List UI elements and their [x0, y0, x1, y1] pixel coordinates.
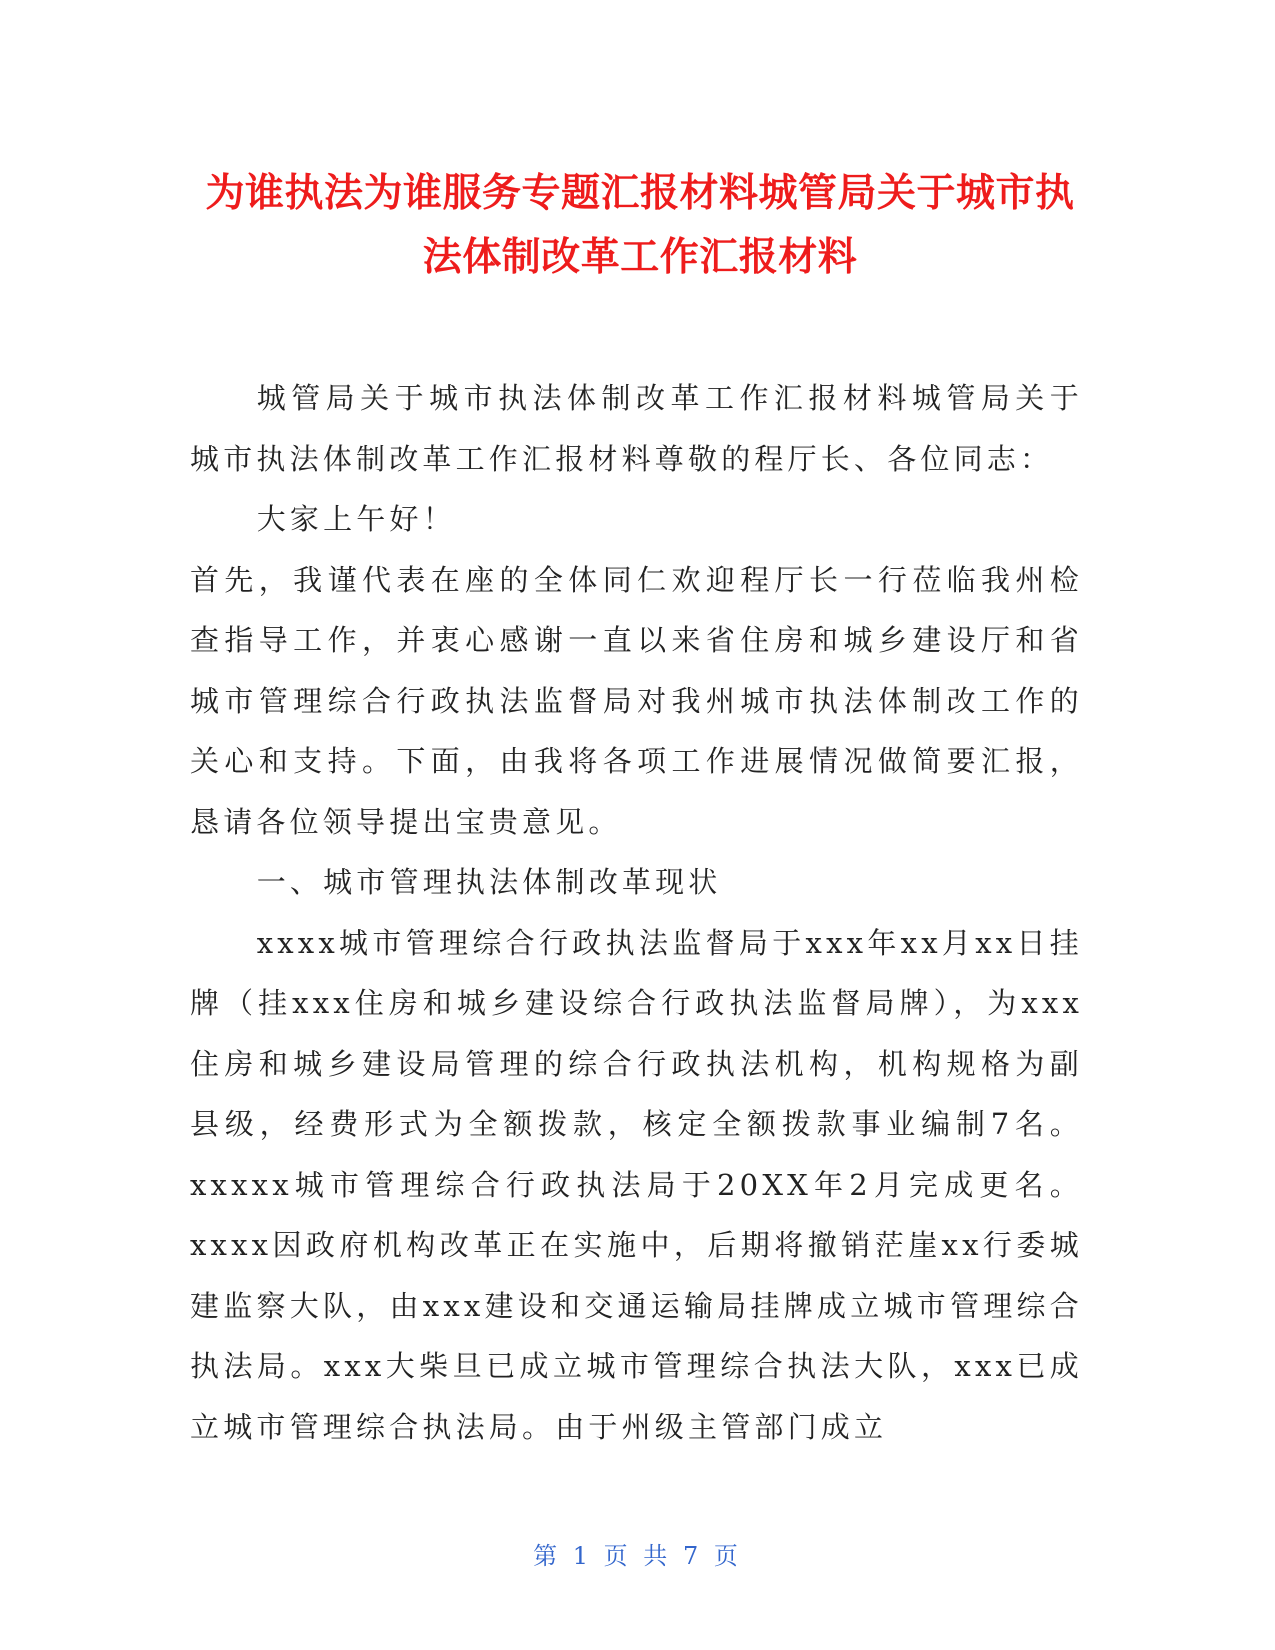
section-heading-1: 一、城市管理执法体制改革现状 — [256, 865, 722, 899]
document-body — [190, 368, 1083, 1457]
body-paragraph-opening: 城管局关于城市执法体制改革工作汇报材料城管局关于城市执法体制改革工作汇报材料尊敬的程厅长、各位同志： — [190, 381, 1083, 476]
document-title: 为谁执法为谁服务专题汇报材料城管局关于城市执法体制改革工作汇报材料 — [205, 171, 1075, 280]
page-number-footer: 第 1 页 共 7 页 — [533, 1542, 742, 1570]
body-paragraph-status: xxxx城市管理综合行政执法监督局于xxx年xx月xx日挂牌（挂xxx住房和城乡建设综合行政执法监督局牌），为xxx住房和城乡建设局管理的综合行政执法机构，机构规格为副县级，经费形式为全额拨款，核定全额拨款事业编制7名。xxxxx城市管理综合行政执法局于20XX年2月完成更名。xxxx因政府机构改革正在实施中，后期将撤销茫崖xx行委城建监察大队，由xxx建设和交通运输局挂牌成立城市管理综合执法局。xxx大柴旦已成立城市管理综合执法大队，xxx已成立城市管理综合执法局。由于州级主管部门成立 — [190, 925, 1083, 1444]
body-paragraph-welcome: 首先，我谨代表在座的全体同仁欢迎程厅长一行莅临我州检查指导工作，并衷心感谢一直以来省住房和城乡建设厅和省城市管理综合行政执法监督局对我州城市执法体制改工作的关心和支持。下面，由我将各项工作进展情况做简要汇报，恳请各位领导提出宝贵意见。 — [190, 562, 1083, 839]
body-paragraph-greeting: 大家上午好！ — [256, 502, 456, 536]
